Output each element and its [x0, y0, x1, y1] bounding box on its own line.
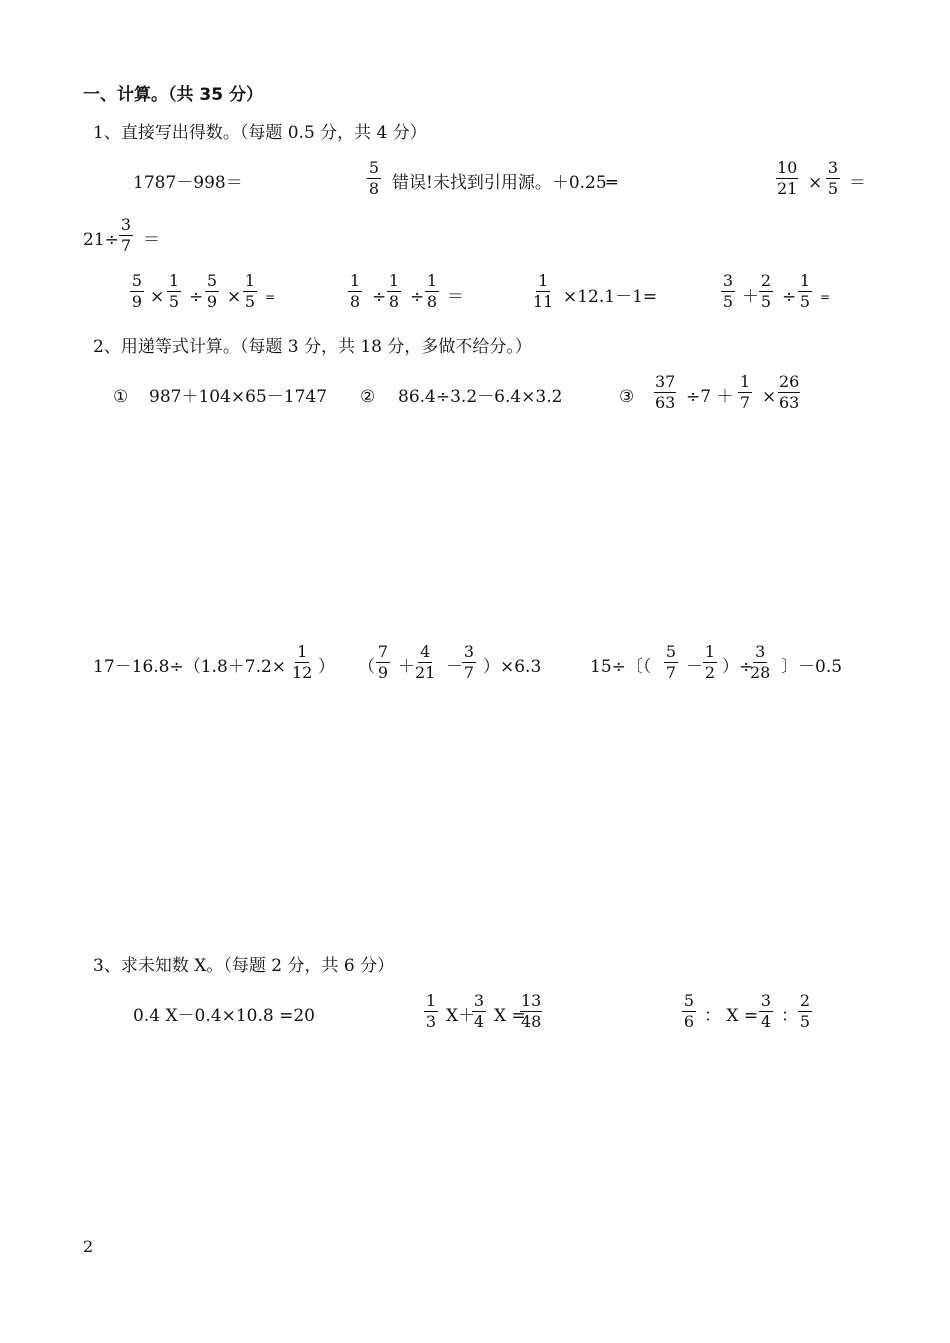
numerator: 3 — [473, 991, 485, 1010]
circled-number-3: ③ — [619, 387, 635, 407]
denominator: 21 — [777, 179, 798, 198]
numerator: 37 — [655, 372, 676, 391]
denominator: 8 — [349, 292, 361, 311]
denominator: 12 — [292, 663, 313, 682]
q1-item-1787: 1787－998＝ — [133, 173, 243, 193]
equals: = — [820, 290, 831, 304]
operator: ÷ — [189, 287, 204, 307]
paren: ） — [318, 657, 335, 677]
operator: ＋ — [742, 287, 759, 307]
fraction — [750, 643, 770, 682]
fraction — [415, 643, 435, 682]
operator: ÷ — [782, 287, 797, 307]
operator: － — [686, 657, 703, 677]
operator: ÷ — [372, 287, 387, 307]
numerator: 1 — [538, 271, 549, 290]
numerator: 3 — [722, 271, 734, 290]
numerator: 13 — [521, 991, 542, 1010]
fraction — [682, 992, 696, 1031]
operator: － — [446, 657, 463, 677]
paren: （ — [358, 657, 375, 677]
fraction — [738, 373, 752, 412]
fraction — [119, 216, 133, 255]
q3-eq2-mid: X＋ — [446, 1006, 476, 1026]
denominator: 9 — [206, 292, 218, 311]
fraction — [533, 272, 553, 311]
equals: = — [265, 290, 276, 304]
denominator: 11 — [533, 292, 554, 311]
circled-number-2: ② — [360, 387, 376, 407]
fraction — [826, 159, 840, 198]
numerator: 1 — [425, 991, 437, 1010]
numerator: 5 — [131, 271, 143, 290]
numerator: 3 — [827, 158, 839, 177]
fraction — [462, 643, 476, 682]
page-number: 2 — [83, 1237, 94, 1256]
fraction — [367, 159, 381, 198]
operator: ÷7 ＋ — [686, 387, 734, 407]
denominator: 4 — [473, 1012, 485, 1031]
denominator: 9 — [131, 292, 143, 311]
denominator: 5 — [760, 292, 772, 311]
fraction — [759, 272, 773, 311]
q1-item-12-1: ×12.1－1= — [563, 287, 658, 307]
denominator: 5 — [799, 292, 811, 311]
denominator: 7 — [739, 393, 751, 412]
denominator: 3 — [425, 1012, 437, 1031]
fraction — [130, 272, 144, 311]
fraction — [376, 643, 390, 682]
numerator: 3 — [760, 991, 772, 1010]
q2-item-2: 86.4÷3.2－6.4×3.2 — [398, 387, 563, 407]
numerator: 10 — [777, 158, 798, 177]
fraction — [348, 272, 362, 311]
denominator: 9 — [377, 663, 389, 682]
operator: × — [762, 387, 777, 407]
fraction — [292, 643, 312, 682]
denominator: 63 — [779, 393, 800, 412]
fraction — [664, 643, 678, 682]
fraction — [721, 272, 735, 311]
numerator: 1 — [704, 642, 716, 661]
denominator: 8 — [426, 292, 438, 311]
operator: × — [150, 287, 165, 307]
equals: ＝ — [849, 173, 866, 193]
numerator: 3 — [120, 215, 132, 234]
numerator: 2 — [799, 991, 811, 1010]
q2-item-6: 15÷〔（ — [590, 657, 652, 677]
denominator: 5 — [799, 1012, 811, 1031]
denominator: 7 — [665, 663, 677, 682]
numerator: 1 — [388, 271, 400, 290]
fraction — [472, 992, 486, 1031]
denominator: 8 — [388, 292, 400, 311]
denominator: 5 — [244, 292, 256, 311]
numerator: 7 — [377, 642, 389, 661]
operator: ÷ — [410, 287, 425, 307]
denominator: 21 — [415, 663, 436, 682]
q2-item-4: 17－16.8÷（1.8＋7.2× — [93, 657, 287, 677]
fraction — [798, 272, 812, 311]
operator: × — [227, 287, 242, 307]
fraction — [205, 272, 219, 311]
q2-item-6-tail: 〕－0.5 — [781, 657, 843, 677]
numerator: 5 — [368, 158, 380, 177]
q1-title: 1、直接写出得数。（每题 0.5 分，共 4 分） — [93, 123, 427, 143]
q3-eq3-mid: ： X = — [704, 1006, 759, 1026]
denominator: 2 — [704, 663, 716, 682]
q2-item-5-tail: ）×6.3 — [483, 657, 542, 677]
numerator: 3 — [463, 642, 475, 661]
numerator: 1 — [168, 271, 180, 290]
fraction — [703, 643, 717, 682]
circled-number-1: ① — [113, 387, 129, 407]
denominator: 6 — [683, 1012, 695, 1031]
numerator: 1 — [739, 372, 751, 391]
denominator: 5 — [168, 292, 180, 311]
q3-eq2-mid2: X = — [494, 1006, 526, 1026]
fraction — [520, 992, 542, 1031]
numerator: 26 — [779, 372, 800, 391]
fraction — [778, 373, 800, 412]
denominator: 8 — [368, 179, 380, 198]
fraction — [424, 992, 438, 1031]
q1-item-error-ref: 错误!未找到引用源。＋0.25═ — [392, 173, 617, 193]
q2-title: 2、用递等式计算。（每题 3 分，共 18 分，多做不给分。） — [93, 337, 532, 357]
q2-item-1: 987＋104×65－1747 — [149, 387, 328, 407]
fraction — [425, 272, 439, 311]
fraction — [167, 272, 181, 311]
numerator: 5 — [683, 991, 695, 1010]
q3-equation-1: 0.4 X－0.4×10.8 =20 — [133, 1006, 315, 1026]
fraction — [759, 992, 773, 1031]
numerator: 3 — [755, 642, 766, 661]
denominator: 63 — [655, 393, 676, 412]
q3-eq3-mid2: ： — [781, 1006, 798, 1026]
operator: ＋ — [398, 657, 415, 677]
equals: ＝ — [143, 230, 160, 250]
numerator: 4 — [420, 642, 431, 661]
fraction — [776, 159, 798, 198]
fraction — [798, 992, 812, 1031]
denominator: 7 — [463, 663, 475, 682]
denominator: 5 — [722, 292, 734, 311]
fraction — [387, 272, 401, 311]
denominator: 7 — [120, 236, 132, 255]
operator: × — [808, 173, 823, 193]
fraction — [243, 272, 257, 311]
operator: ）÷ — [722, 657, 754, 677]
denominator: 48 — [521, 1012, 542, 1031]
numerator: 5 — [665, 642, 677, 661]
numerator: 5 — [206, 271, 218, 290]
numerator: 2 — [760, 271, 772, 290]
denominator: 5 — [827, 179, 839, 198]
section-title: 一、计算。（共 35 分） — [83, 85, 263, 105]
q3-title: 3、求未知数 X。（每题 2 分，共 6 分） — [93, 956, 395, 976]
denominator: 4 — [760, 1012, 772, 1031]
numerator: 1 — [799, 271, 811, 290]
numerator: 1 — [297, 642, 308, 661]
numerator: 1 — [244, 271, 256, 290]
fraction — [654, 373, 676, 412]
denominator: 28 — [750, 663, 771, 682]
numerator: 1 — [426, 271, 438, 290]
q1-item-21: 21÷ — [83, 230, 119, 250]
equals: ＝ — [447, 287, 464, 307]
numerator: 1 — [349, 271, 361, 290]
